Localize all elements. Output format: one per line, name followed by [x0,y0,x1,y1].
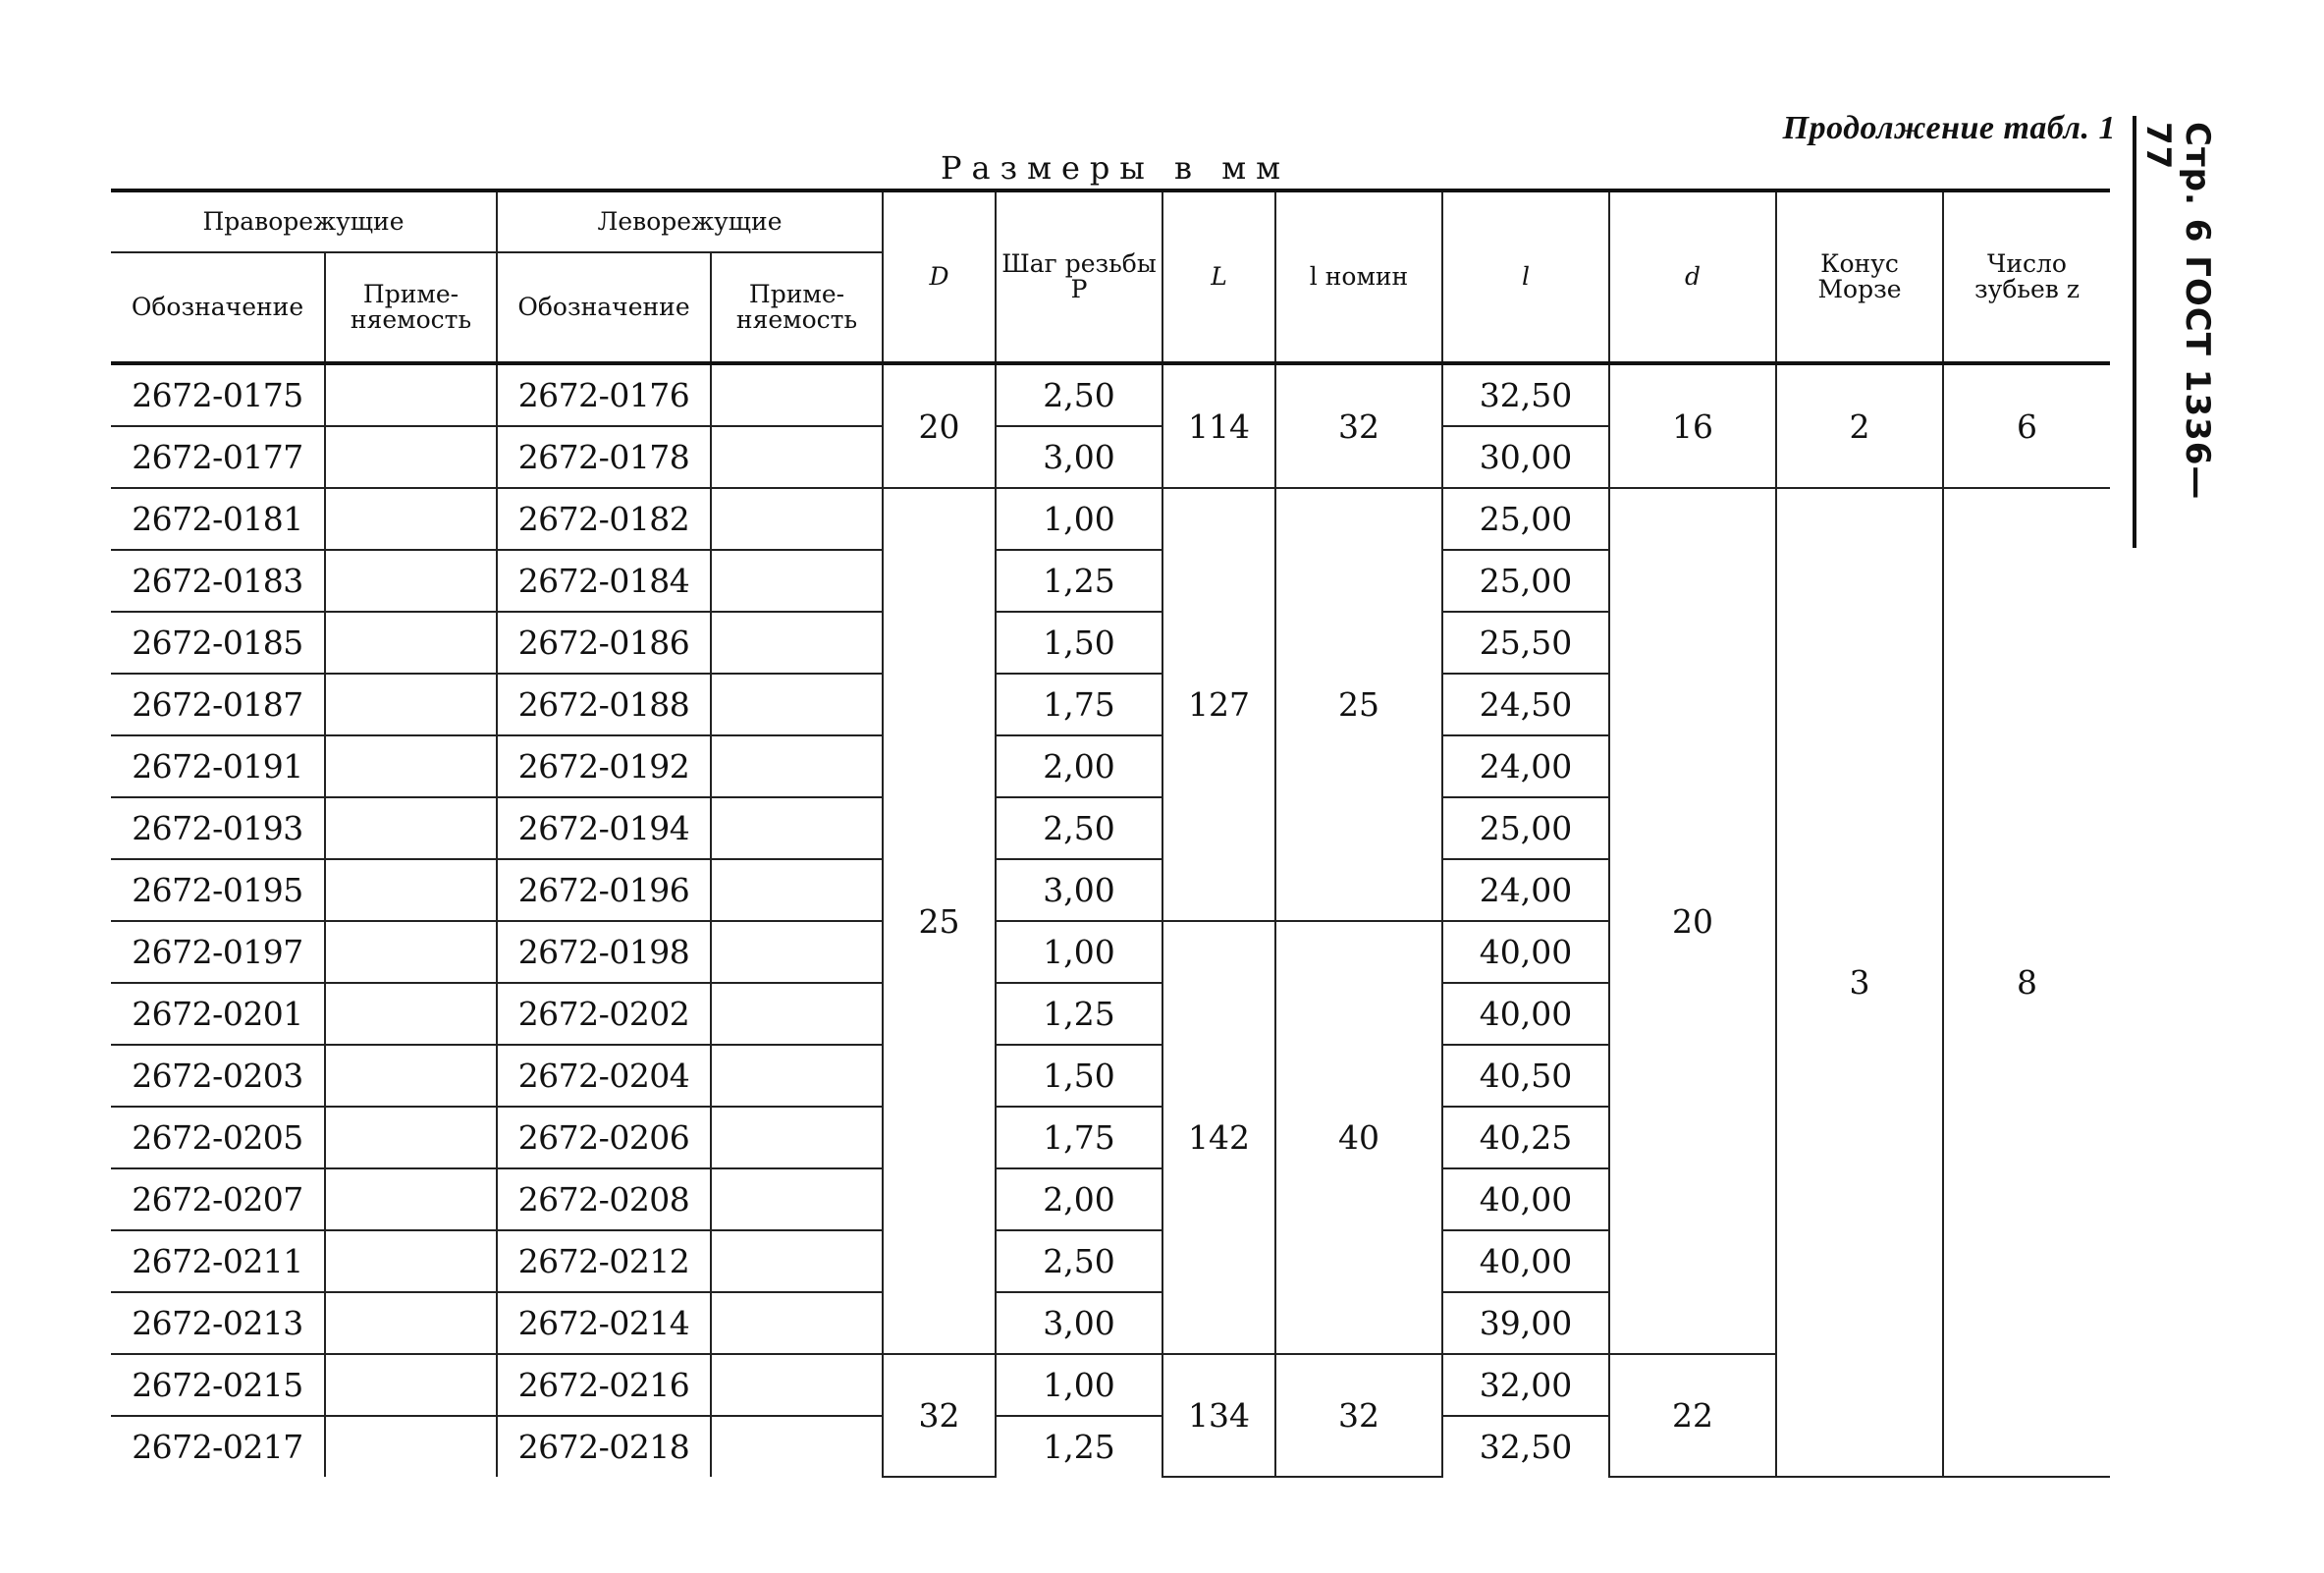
pitch-value: 2,50 [996,1230,1162,1292]
pitch-value: 2,00 [996,735,1162,797]
left-applicability [711,674,883,735]
left-code: 2672-0196 [497,859,711,921]
right-code: 2672-0213 [111,1292,325,1354]
left-code: 2672-0178 [497,426,711,488]
right-code: 2672-0211 [111,1230,325,1292]
pitch-value: 1,50 [996,612,1162,674]
left-code: 2672-0212 [497,1230,711,1292]
L-value: 114 [1162,363,1275,488]
l-value: 30,00 [1442,426,1609,488]
pitch-value: 1,00 [996,921,1162,983]
left-applicability [711,983,883,1045]
left-applicability [711,1045,883,1107]
l-nominal-value: 40 [1275,921,1442,1354]
teeth-value: 6 [1943,363,2110,488]
right-code: 2672-0217 [111,1416,325,1477]
d-value: 22 [1609,1354,1776,1477]
side-label-text: Стр. 6 ГОСТ 1336—77 [2138,122,2217,501]
header-morse-taper: Конус Морзе [1776,190,1943,363]
left-applicability [711,1416,883,1477]
left-code: 2672-0216 [497,1354,711,1416]
pitch-value: 1,50 [996,1045,1162,1107]
header-right-cutting: Праворежущие [111,190,497,252]
D-value: 25 [883,488,996,1354]
pitch-value: 1,00 [996,1354,1162,1416]
pitch-value: 1,25 [996,983,1162,1045]
left-applicability [711,1230,883,1292]
left-code: 2672-0218 [497,1416,711,1477]
right-code: 2672-0201 [111,983,325,1045]
left-applicability [711,550,883,612]
l-value: 40,50 [1442,1045,1609,1107]
l-value: 40,00 [1442,921,1609,983]
morse-value: 2 [1776,363,1943,488]
l-nominal-value: 32 [1275,363,1442,488]
l-value: 32,50 [1442,363,1609,426]
left-applicability [711,488,883,550]
left-applicability [711,612,883,674]
header-d: d [1609,190,1776,363]
l-value: 24,50 [1442,674,1609,735]
right-applicability [325,735,497,797]
right-code: 2672-0197 [111,921,325,983]
pitch-value: 2,50 [996,797,1162,859]
pitch-value: 1,25 [996,550,1162,612]
header-left-applicability: Приме-няемость [711,252,883,363]
left-code: 2672-0176 [497,363,711,426]
table-row [111,488,2110,550]
right-applicability [325,1230,497,1292]
l-value: 40,00 [1442,983,1609,1045]
left-applicability [711,859,883,921]
right-applicability [325,1045,497,1107]
left-applicability [711,426,883,488]
left-applicability [711,921,883,983]
l-value: 24,00 [1442,735,1609,797]
right-applicability [325,797,497,859]
left-code: 2672-0198 [497,921,711,983]
right-applicability [325,426,497,488]
l-value: 25,00 [1442,550,1609,612]
right-code: 2672-0175 [111,363,325,426]
left-code: 2672-0194 [497,797,711,859]
table-row [111,363,2110,426]
right-applicability [325,674,497,735]
header-l-nominal: l номин [1275,190,1442,363]
l-value: 24,00 [1442,859,1609,921]
right-applicability [325,363,497,426]
d-value: 20 [1609,488,1776,1354]
left-code: 2672-0186 [497,612,711,674]
l-value: 40,25 [1442,1107,1609,1168]
L-value: 142 [1162,921,1275,1354]
d-value: 16 [1609,363,1776,488]
right-applicability [325,1107,497,1168]
header-right-designation: Обозначение [111,252,325,363]
left-applicability [711,363,883,426]
L-value: 134 [1162,1354,1275,1477]
right-code: 2672-0183 [111,550,325,612]
l-value: 39,00 [1442,1292,1609,1354]
dimensions-table [111,189,2110,1478]
right-code: 2672-0181 [111,488,325,550]
l-nominal-value: 32 [1275,1354,1442,1477]
pitch-value: 1,00 [996,488,1162,550]
table-body [111,363,2110,1477]
page-side-label [2131,116,2217,548]
right-code: 2672-0215 [111,1354,325,1416]
right-code: 2672-0185 [111,612,325,674]
right-applicability [325,983,497,1045]
right-applicability [325,1292,497,1354]
pitch-value: 1,25 [996,1416,1162,1477]
right-code: 2672-0191 [111,735,325,797]
header-left-designation: Обозначение [497,252,711,363]
right-applicability [325,859,497,921]
left-code: 2672-0192 [497,735,711,797]
side-rule [2133,116,2136,548]
right-code: 2672-0203 [111,1045,325,1107]
left-applicability [711,1168,883,1230]
right-applicability [325,1354,497,1416]
left-applicability [711,1292,883,1354]
right-code: 2672-0187 [111,674,325,735]
pitch-value: 3,00 [996,426,1162,488]
continuation-title: Продолжение табл. 1 [1782,110,2116,146]
l-value: 25,00 [1442,488,1609,550]
D-value: 32 [883,1354,996,1477]
pitch-value: 3,00 [996,1292,1162,1354]
right-code: 2672-0177 [111,426,325,488]
units-caption: Размеры в мм [941,149,1290,187]
left-code: 2672-0182 [497,488,711,550]
L-value: 127 [1162,488,1275,921]
header-teeth-count: Число зубьев z [1943,190,2110,363]
morse-value: 3 [1776,488,1943,1477]
l-value: 32,00 [1442,1354,1609,1416]
right-code: 2672-0193 [111,797,325,859]
pitch-value: 2,50 [996,363,1162,426]
l-value: 32,50 [1442,1416,1609,1477]
header-left-cutting: Леворежущие [497,190,883,252]
header-D: D [883,190,996,363]
l-nominal-value: 25 [1275,488,1442,921]
pitch-value: 3,00 [996,859,1162,921]
l-value: 25,50 [1442,612,1609,674]
header-L: L [1162,190,1275,363]
right-applicability [325,612,497,674]
left-code: 2672-0214 [497,1292,711,1354]
pitch-value: 1,75 [996,674,1162,735]
right-code: 2672-0207 [111,1168,325,1230]
right-applicability [325,1416,497,1477]
left-applicability [711,1107,883,1168]
left-applicability [711,735,883,797]
left-code: 2672-0188 [497,674,711,735]
right-code: 2672-0205 [111,1107,325,1168]
teeth-value: 8 [1943,488,2110,1477]
l-value: 25,00 [1442,797,1609,859]
header-right-applicability: Приме-няемость [325,252,497,363]
left-code: 2672-0206 [497,1107,711,1168]
header-l: l [1442,190,1609,363]
table-header [111,190,2110,363]
left-code: 2672-0184 [497,550,711,612]
l-value: 40,00 [1442,1168,1609,1230]
left-applicability [711,797,883,859]
right-applicability [325,488,497,550]
left-code: 2672-0202 [497,983,711,1045]
pitch-value: 2,00 [996,1168,1162,1230]
header-thread-pitch: Шаг резьбы P [996,190,1162,363]
left-applicability [711,1354,883,1416]
right-applicability [325,1168,497,1230]
right-applicability [325,921,497,983]
right-applicability [325,550,497,612]
l-value: 40,00 [1442,1230,1609,1292]
pitch-value: 1,75 [996,1107,1162,1168]
left-code: 2672-0204 [497,1045,711,1107]
right-code: 2672-0195 [111,859,325,921]
D-value: 20 [883,363,996,488]
left-code: 2672-0208 [497,1168,711,1230]
